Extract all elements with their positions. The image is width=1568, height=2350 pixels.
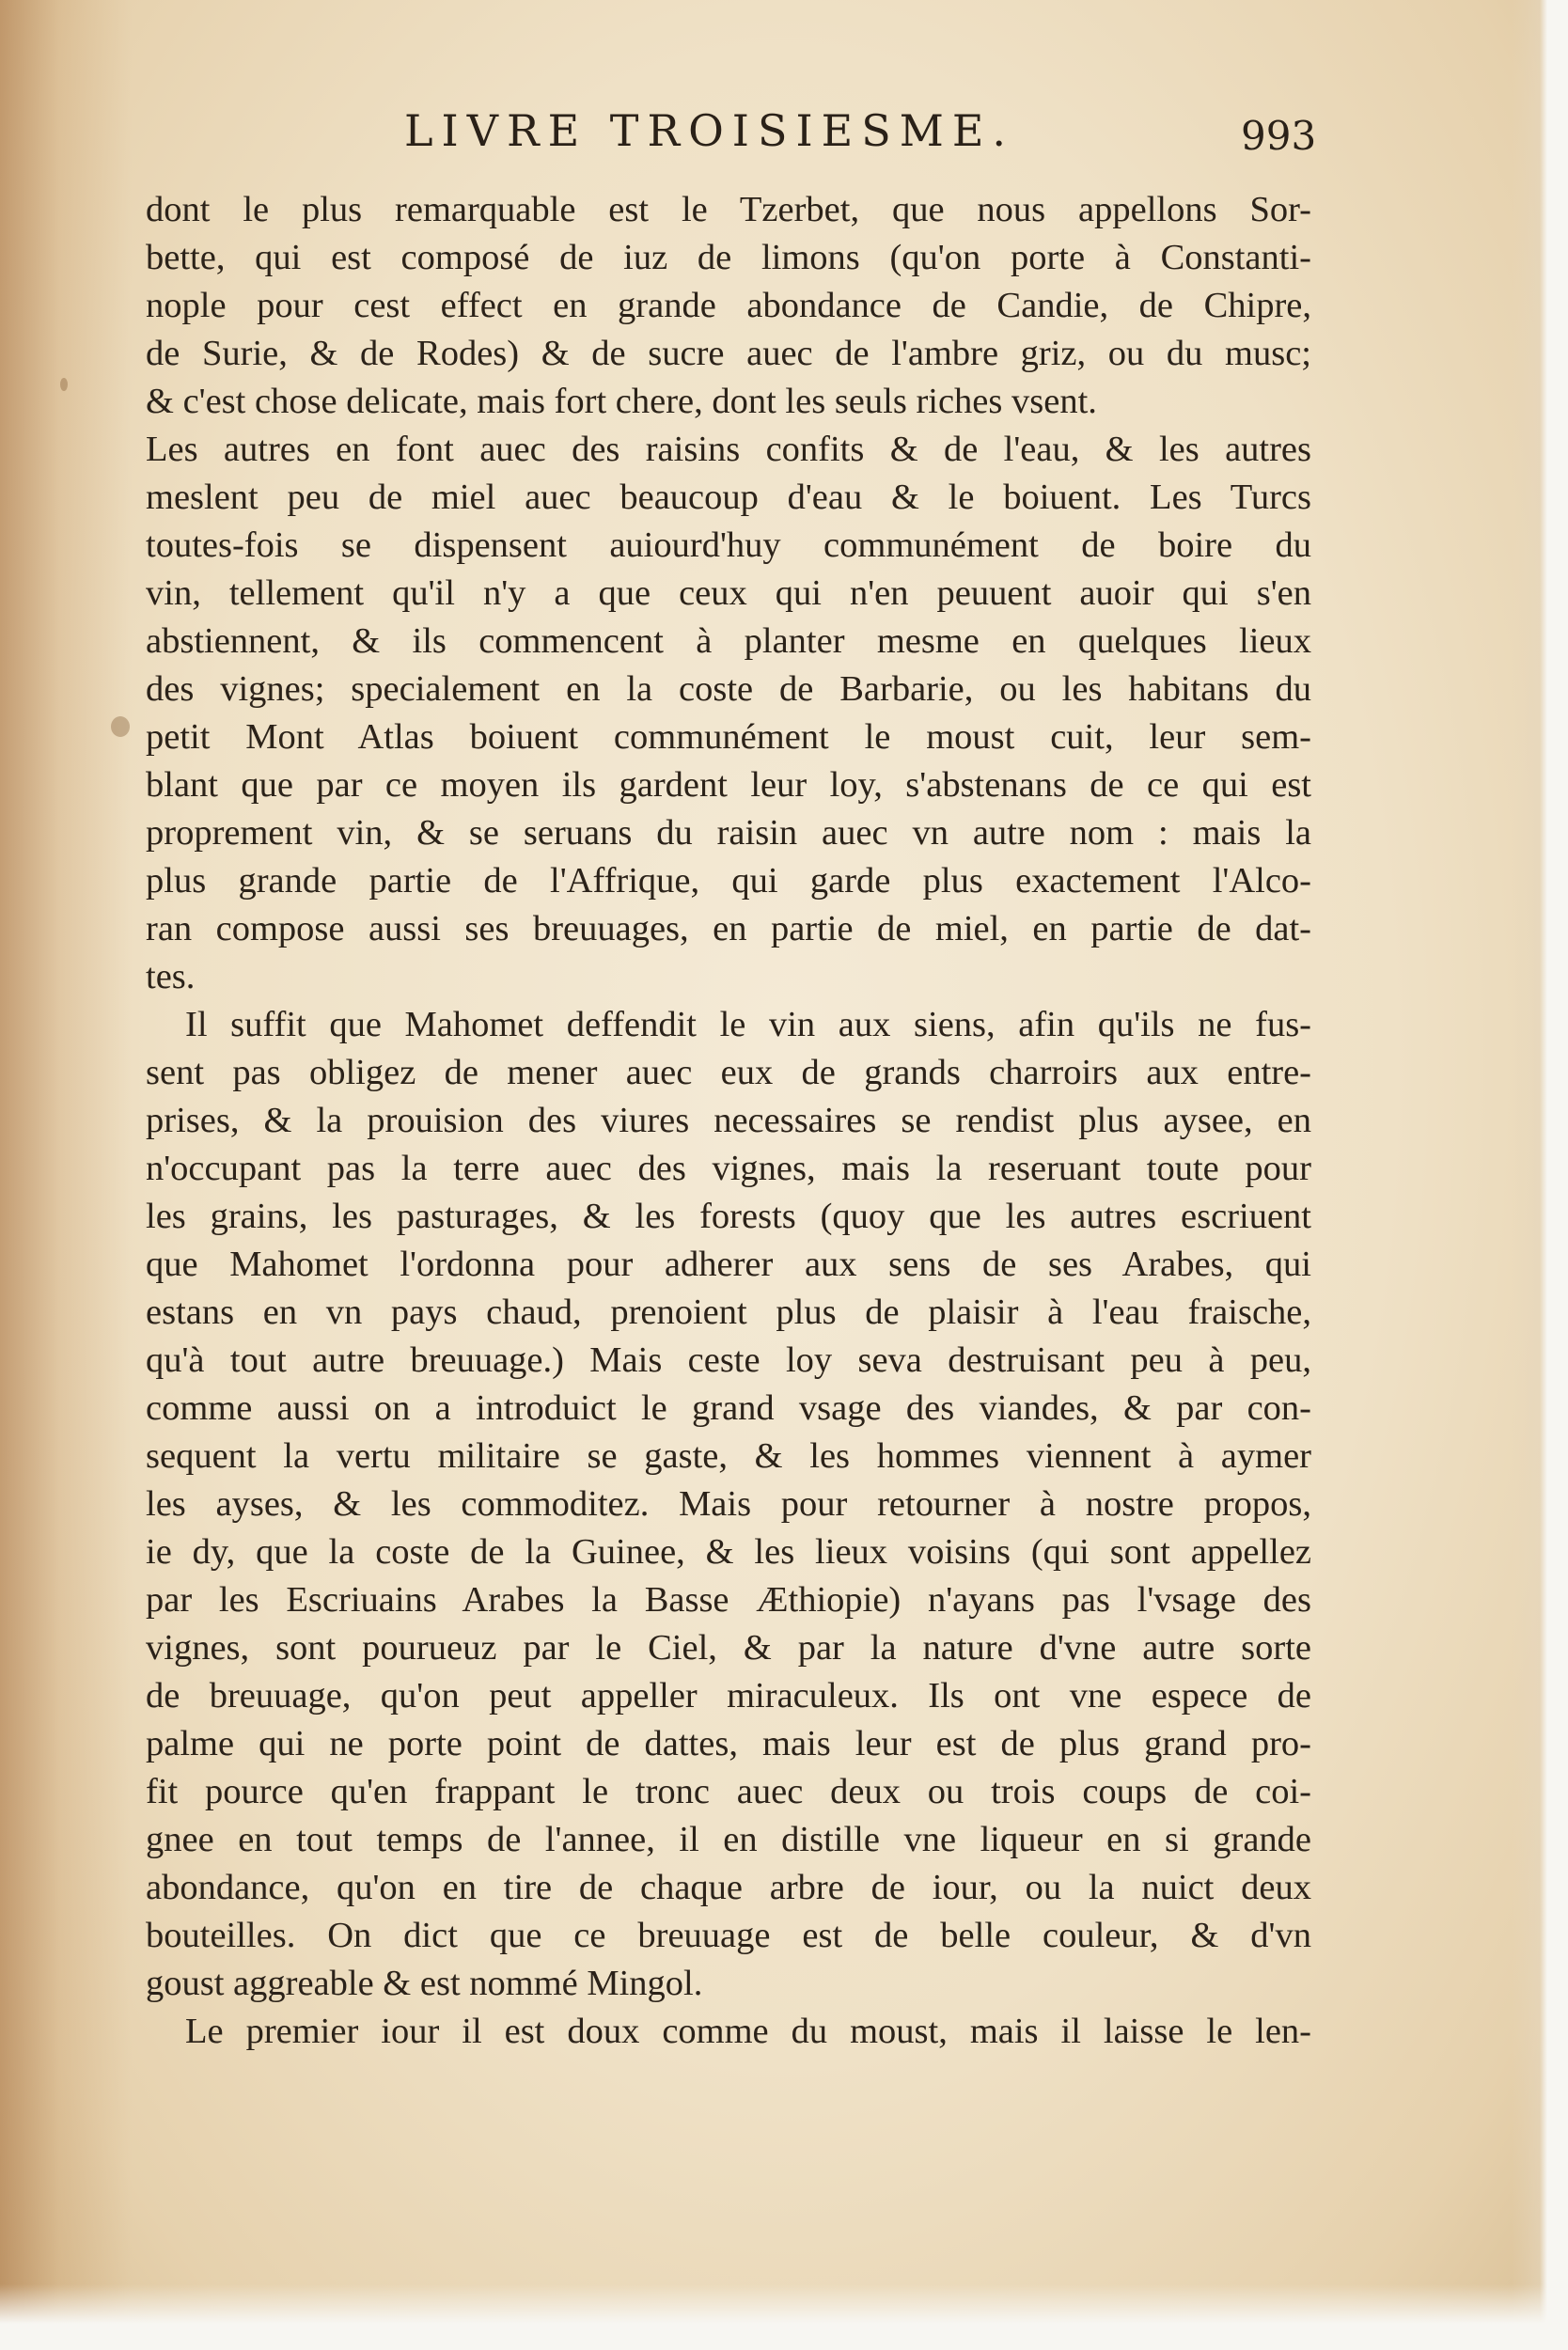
text-line: proprement vin, & se seruans du raisin auec vn autre nom : mais la — [146, 813, 1311, 853]
text-line: vin, tellement qu'il n'y a que ceux qui n'en peuuent auoir qui s'en — [146, 573, 1311, 613]
text-line: les ayses, & les commoditez. Mais pour retourner à nostre propos, — [146, 1484, 1311, 1524]
text-line: blant que par ce moyen ils gardent leur loy, s'abstenans de ce qui est — [146, 765, 1311, 805]
page-right-edge — [1512, 0, 1568, 2350]
text-line: fit pource qu'en frappant le tronc auec deux ou trois coups de coi- — [146, 1772, 1311, 1811]
text-line: plus grande partie de l'Affrique, qui garde plus exactement l'Alco- — [146, 861, 1311, 901]
text-line: meslent peu de miel auec beaucoup d'eau & le boiuent. Les Turcs — [146, 478, 1311, 517]
text-line: les grains, les pasturages, & les forests (quoy que les autres escriuent — [146, 1197, 1311, 1236]
text-line: bette, qui est composé de iuz de limons (qu'on porte à Constanti- — [146, 238, 1311, 277]
text-line: par les Escriuains Arabes la Basse Æthiopie) n'ayans pas l'vsage des — [146, 1580, 1311, 1620]
text-line: comme aussi on a introduict le grand vsage des viandes, & par con- — [146, 1388, 1311, 1428]
text-line: Le premier iour il est doux comme du moust, mais il laisse le len- — [185, 2012, 1311, 2051]
text-line: & c'est chose delicate, mais fort chere, dont les seuls riches vsent. — [146, 382, 1097, 421]
ink-stain — [111, 716, 130, 737]
text-line: que Mahomet l'ordonna pour adherer aux sens de ses Arabes, qui — [146, 1245, 1311, 1284]
text-line: sequent la vertu militaire se gaste, & les hommes viennent à aymer — [146, 1436, 1311, 1476]
page-number: 993 — [1241, 113, 1317, 159]
text-line: toutes-fois se dispensent auiourd'huy communément de boire du — [146, 525, 1311, 565]
body-text — [146, 186, 1311, 2056]
page-gutter-shadow — [0, 0, 132, 2350]
text-line: palme qui ne porte point de dattes, mais leur est de plus grand pro- — [146, 1724, 1311, 1763]
text-line: abondance, qu'on en tire de chaque arbre de iour, ou la nuict deux — [146, 1868, 1311, 1907]
text-line: ie dy, que la coste de la Guinee, & les lieux voisins (qui sont appellez — [146, 1532, 1311, 1572]
text-line: estans en vn pays chaud, prenoient plus de plaisir à l'eau fraische, — [146, 1292, 1311, 1332]
text-line: vignes, sont pourueuz par le Ciel, & par la nature d'vne autre sorte — [146, 1628, 1311, 1668]
page-bottom-edge — [0, 2284, 1568, 2350]
text-line: de Surie, & de Rodes) & de sucre auec de l'ambre griz, ou du musc; — [146, 334, 1311, 373]
text-line: goust aggreable & est nommé Mingol. — [146, 1964, 703, 2003]
page-header — [141, 105, 1317, 171]
text-line: Les autres en font auec des raisins confits & de l'eau, & les autres — [146, 430, 1311, 469]
running-title: LIVRE TROISIESME. — [404, 105, 1015, 156]
text-line: ran compose aussi ses breuuages, en partie de miel, en partie de dat- — [146, 909, 1311, 948]
text-line: de breuuage, qu'on peut appeller miraculeux. Ils ont vne espece de — [146, 1676, 1311, 1716]
text-line: sent pas obligez de mener auec eux de grands charroirs aux entre- — [146, 1053, 1311, 1092]
text-line: des vignes; specialement en la coste de Barbarie, ou les habitans du — [146, 669, 1311, 709]
text-line: nople pour cest effect en grande abondance de Candie, de Chipre, — [146, 286, 1311, 325]
text-line: petit Mont Atlas boiuent communément le moust cuit, leur sem- — [146, 717, 1311, 757]
text-line: tes. — [146, 957, 196, 996]
text-line: dont le plus remarquable est le Tzerbet, que nous appellons Sor- — [146, 190, 1311, 229]
text-line: bouteilles. On dict que ce breuuage est de belle couleur, & d'vn — [146, 1916, 1311, 1955]
text-line: n'occupant pas la terre auec des vignes, mais la reseruant toute pour — [146, 1149, 1311, 1188]
text-line: prises, & la prouision des viures necessaires se rendist plus aysee, en — [146, 1101, 1311, 1140]
text-line: qu'à tout autre breuuage.) Mais ceste loy seva destruisant peu à peu, — [146, 1340, 1311, 1380]
text-line: abstiennent, & ils commencent à planter mesme en quelques lieux — [146, 621, 1311, 661]
text-line: Il suffit que Mahomet deffendit le vin aux siens, afin qu'ils ne fus- — [185, 1005, 1311, 1044]
text-line: gnee en tout temps de l'annee, il en distille vne liqueur en si grande — [146, 1820, 1311, 1859]
ink-stain — [60, 378, 68, 391]
